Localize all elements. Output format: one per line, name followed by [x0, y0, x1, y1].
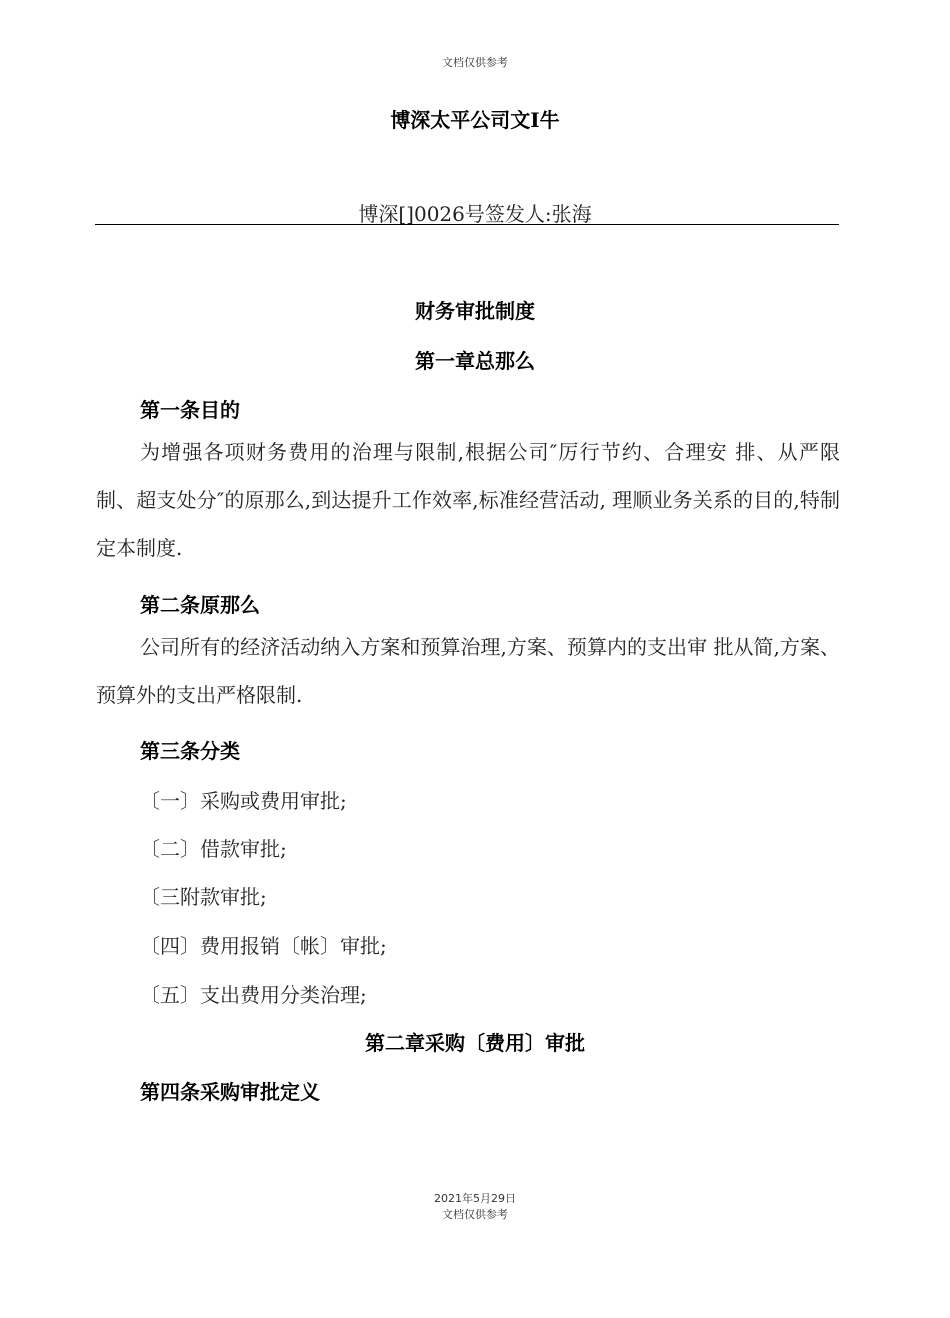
chapter-2-title: 第二章采购〔费用〕审批: [365, 1031, 585, 1055]
list-item: 〔三附款审批;: [140, 885, 267, 909]
article-4-title: 第四条采购审批定义: [140, 1080, 320, 1104]
footer-note: 文档仅供参考: [442, 1208, 508, 1221]
article-1-body: 为增强各项财务费用的治理与限制,根据公司″厉行节约、合理安 排、从严限制、超支处分″的原那么,到达提升工作效率,标准经营活动, 理顺业务关系的目的,特制定本制度.: [96, 440, 840, 560]
header-note: 文档仅供参考: [442, 56, 508, 69]
article-1-title: 第一条目的: [140, 398, 240, 422]
company-title: 博深太平公司文I牛: [390, 108, 560, 132]
article-2-body: 公司所有的经济活动纳入方案和预算治理,方案、预算内的支出审 批从简,方案、预算外的支出严格限制.: [96, 635, 840, 707]
list-item: 〔四〕费用报销〔帐〕审批;: [140, 934, 387, 958]
article-2-title: 第二条原那么: [140, 593, 260, 617]
document-title: 财务审批制度: [415, 299, 535, 323]
list-item: 〔五〕支出费用分类治理;: [140, 983, 367, 1007]
article-3-title: 第三条分类: [140, 739, 240, 763]
list-item: 〔一〕采购或费用审批;: [140, 789, 347, 813]
footer-date: 2021年5月29日: [434, 1192, 516, 1205]
chapter-1-title: 第一章总那么: [415, 349, 535, 373]
list-item: 〔二〕借款审批;: [140, 837, 287, 861]
header-rule: [95, 224, 839, 225]
document-number-line: 博深[]0026号签发人:张海: [358, 202, 592, 226]
